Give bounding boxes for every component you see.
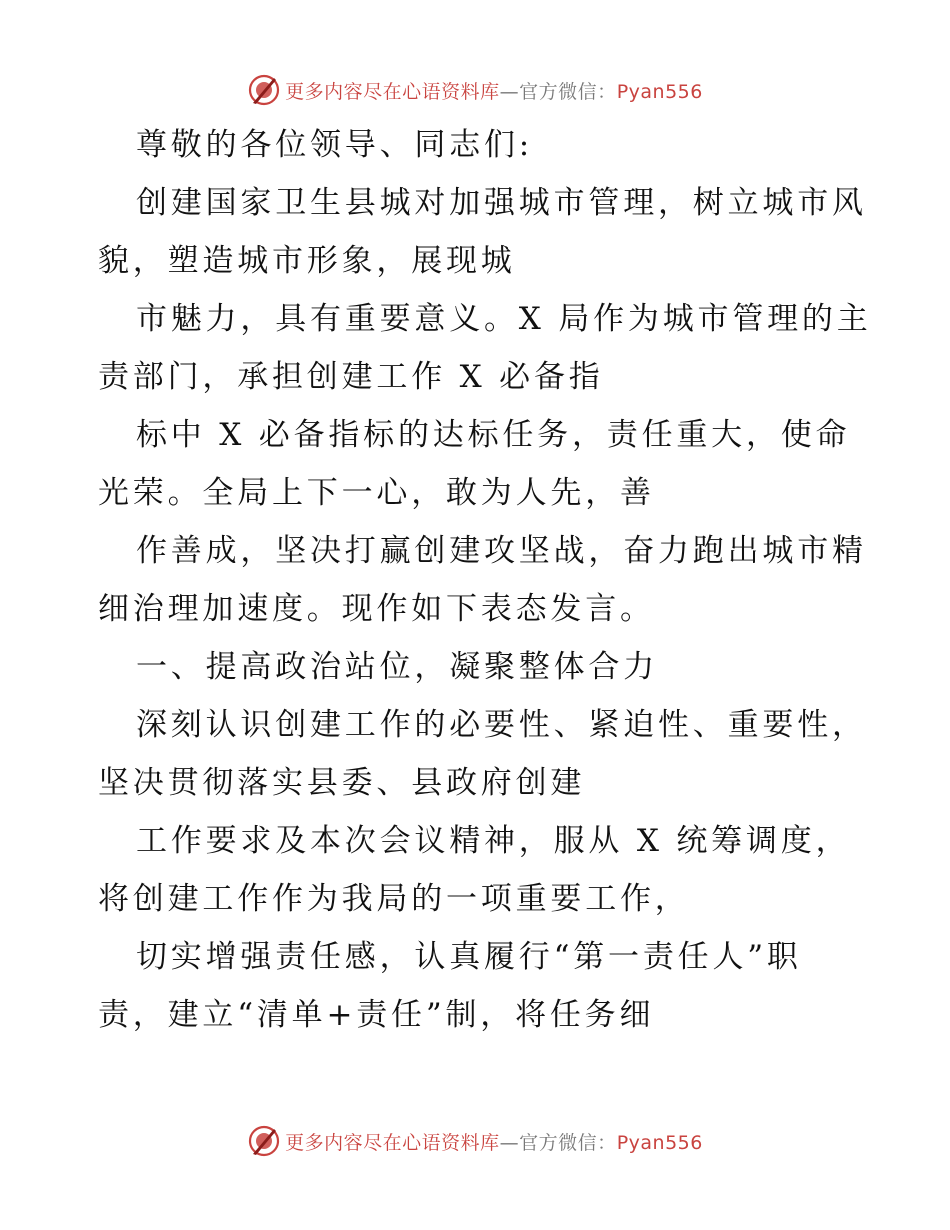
quill-logo-icon (247, 73, 281, 107)
paragraph-line: 将创建工作作为我局的一项重要工作， (98, 881, 690, 917)
quill-logo-icon (247, 1124, 281, 1158)
watermark-wechat-id: Pyan556 (616, 80, 703, 103)
paragraph-line: 深刻认识创建工作的必要性、紧迫性、重要性， (136, 707, 867, 743)
paragraph-line: 坚决贯彻落实县委、县政府创建 (98, 765, 586, 801)
paragraph-line: 切实增强责任感，认真履行“第一责任人”职 (136, 939, 802, 975)
paragraph-line: 市魅力，具有重要意义。X 局作为城市管理的主 (136, 301, 872, 337)
document-body (98, 116, 898, 1044)
paragraph-line: 创建国家卫生县城对加强城市管理，树立城市风 (136, 185, 867, 221)
section-heading: 一、提高政治站位，凝聚整体合力 (136, 649, 658, 685)
header-watermark (0, 70, 950, 110)
watermark-wechat-id: Pyan556 (616, 1131, 703, 1154)
paragraph-line: 光荣。全局上下一心，敢为人先，善 (98, 475, 655, 511)
paragraph-line: 作善成，坚决打赢创建攻坚战，奋力跑出城市精 (136, 533, 867, 569)
watermark-site-name: 更多内容尽在心语资料库 (285, 1131, 500, 1154)
paragraph-line: 责，建立“清单+责任”制，将任务细 (98, 997, 655, 1033)
watermark-text (285, 1128, 703, 1155)
paragraph-line: 貌，塑造城市形象，展现城 (98, 243, 516, 279)
paragraph-line: 责部门，承担创建工作 X 必备指 (98, 359, 604, 395)
paragraph-line: 细治理加速度。现作如下表态发言。 (98, 591, 655, 627)
footer-watermark (0, 1121, 950, 1161)
paragraph-line: 工作要求及本次会议精神，服从 X 统筹调度， (136, 823, 851, 859)
watermark-wechat-label: 官方微信： (519, 80, 617, 103)
salutation: 尊敬的各位领导、同志们: (136, 127, 534, 163)
watermark-dash: — (499, 1131, 520, 1154)
watermark-dash: — (499, 80, 520, 103)
watermark-text (285, 77, 703, 104)
watermark-wechat-label: 官方微信： (519, 1131, 617, 1154)
paragraph-line: 标中 X 必备指标的达标任务，责任重大，使命 (136, 417, 851, 453)
watermark-site-name: 更多内容尽在心语资料库 (285, 80, 500, 103)
